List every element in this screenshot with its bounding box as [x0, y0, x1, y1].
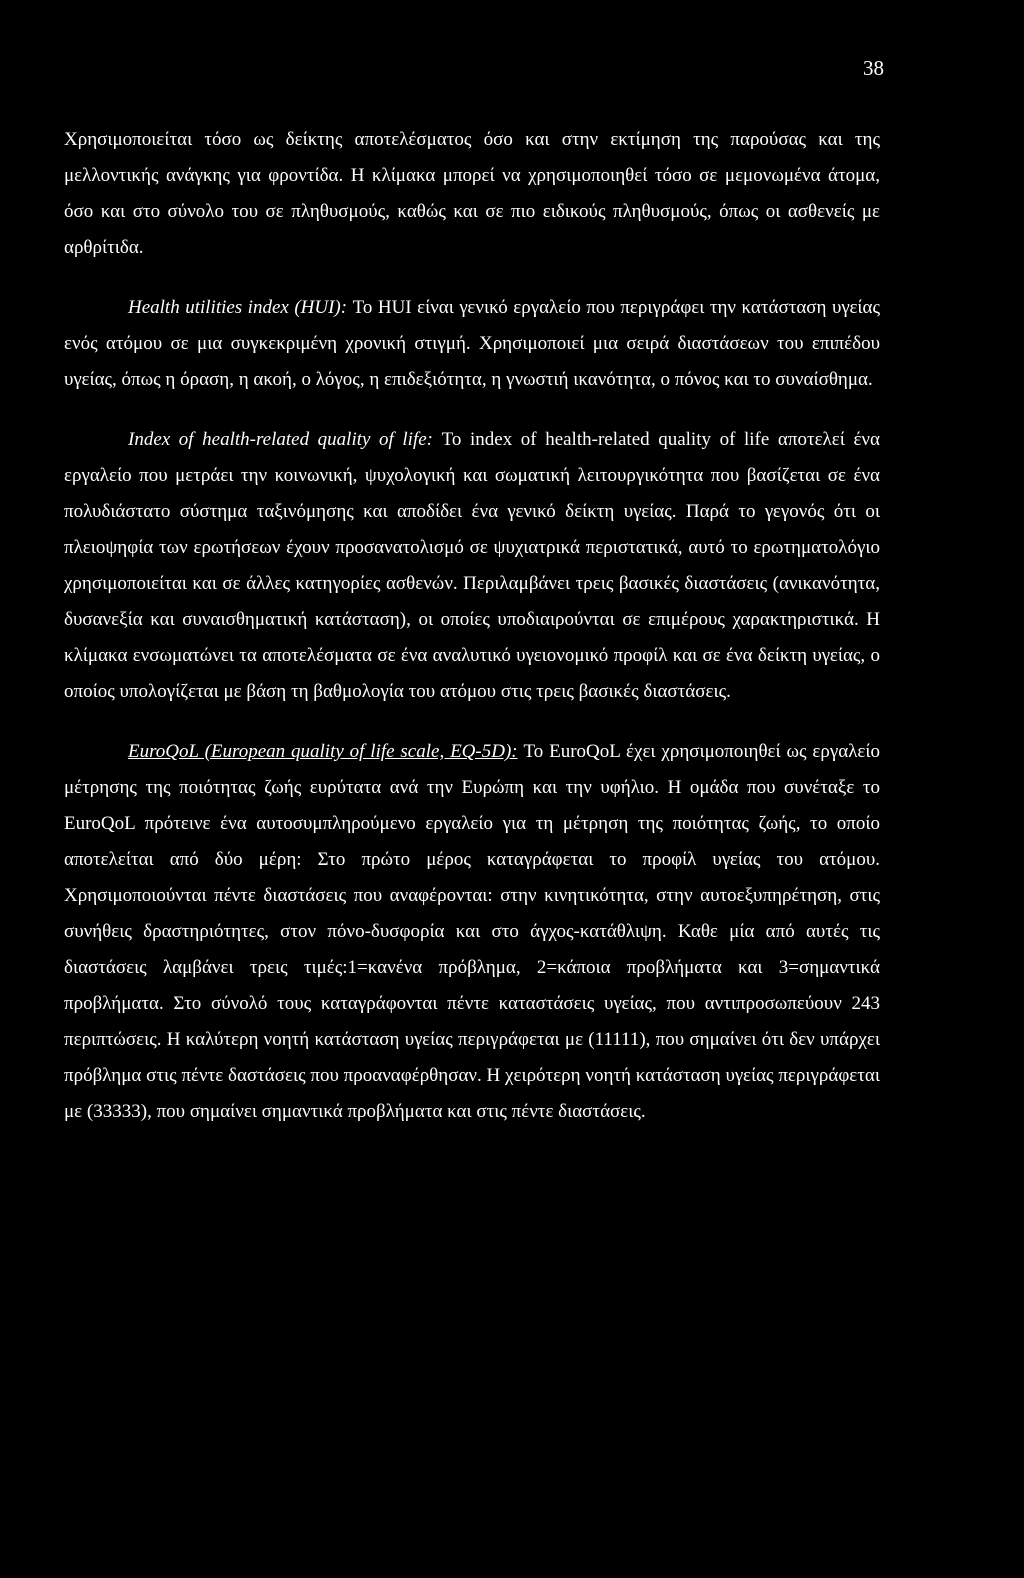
paragraph-text: Χρησιμοποιείται τόσο ως δείκτης αποτελέσματος όσο και στην εκτίμηση της παρούσας και της μελλοντικής ανάγκης για φροντίδα. Η κλίμακα μπορεί να χρησιμοποιηθεί τόσο σε μεμονωμένα άτομα, όσο και στο σύνολο του σε πληθυσμούς, καθώς και σε πιο ειδικούς πληθυσμούς, όπως οι ασθενείς με αρθρίτιδα.: [64, 129, 880, 258]
paragraph-index-hrqol: [64, 422, 880, 710]
paragraph-intro: [64, 122, 880, 266]
paragraph-text: Το EuroQoL έχει χρησιμοποιηθεί ως εργαλείο μέτρησης της ποιότητας ζωής ευρύτατα ανά την Ευρώπη και την υφήλιο. Η ομάδα που συνέταξε το EuroQoL πρότεινε ένα αυτοσυμπληρούμενο εργαλείο για τη μέτρηση της ποιότητας ζωής, το οποίο αποτελείται από δύο μέρη: Στο πρώτο μέρος καταγράφεται το προφίλ υγείας του ατόμου. Χρησιμοποιούνται πέντε διαστάσεις που αναφέρονται: στην κινητικότητα, στην αυτοεξυπηρέτηση, στις συνήθεις δραστηριότητες, στον πόνο-δυσφορία και στο άγχος-κατάθλιψη. Καθε μία από αυτές τις διαστάσεις λαμβάνει τρεις τιμές:1=κανένα πρόβλημα, 2=κάποια προβλήματα και 3=σημαντικά προβλήματα. Στο σύνολό τους καταγράφονται πέντε καταστάσεις υγείας, που αντιπροσωπεύουν 243 περιπτώσεις. Η καλύτερη νοητή κατάσταση υγείας περιγράφεται με (11111), που σημαίνει ότι δεν υπάρχει πρόβλημα στις πέντε δαστάσεις που προαναφέρθησαν. Η χειρότερη νοητή κατάσταση υγείας περιγράφεται με (33333), που σημαίνει σημαντικά προβλήματα και στις πέντε διαστάσεις.: [64, 741, 880, 1122]
document-body: [64, 122, 880, 1154]
paragraph-hui: [64, 290, 880, 398]
paragraph-euroqol: [64, 734, 880, 1130]
term-heading: EuroQoL (European quality of life scale, EQ-5D):: [128, 741, 518, 762]
term-heading: Health utilities index (HUI):: [128, 297, 348, 318]
term-heading: Index of health-related quality of life:: [128, 429, 433, 450]
paragraph-text: Το index of health-related quality of life αποτελεί ένα εργαλείο που μετράει την κοινωνική, ψυχολογική και σωματική λειτουργικότητα που βασίζεται σε ένα πολυδιάστατο σύστημα ταξινόμησης και αποδίδει ένα γενικό δείκτη υγείας. Παρά το γεγονός ότι οι πλειοψηφία των ερωτήσεων έχουν προσανατολισμό σε ψυχιατρικά περιστατικά, αυτό το ερωτηματολόγιο χρησιμοποιείται και σε άλλες κατηγορίες ασθενών. Περιλαμβάνει τρεις βασικές διαστάσεις (ανικανότητα, δυσανεξία και συναισθηματική κατάσταση), οι οποίες υποδιαιρούνται σε επιμέρους χαρακτηριστικά. Η κλίμακα ενσωματώνει τα αποτελέσματα σε ένα αναλυτικό υγειονομικό προφίλ και σε ένα δείκτη υγείας, ο οποίος υπολογίζεται με βάση τη βαθμολογία του ατόμου στις τρεις βασικές διαστάσεις.: [64, 429, 880, 702]
paragraph-text: Το HUI είναι γενικό εργαλείο που περιγράφει την κατάσταση υγείας ενός ατόμου σε μια συγκεκριμένη χρονική στιγμή. Χρησιμοποιεί μια σειρά διαστάσεων του επιπέδου υγείας, όπως η όραση, η ακοή, ο λόγος, η επιδεξιότητα, η γνωστιή ικανότητα, ο πόνος και το συναίσθημα.: [64, 297, 881, 390]
page-number: 38: [863, 56, 884, 80]
